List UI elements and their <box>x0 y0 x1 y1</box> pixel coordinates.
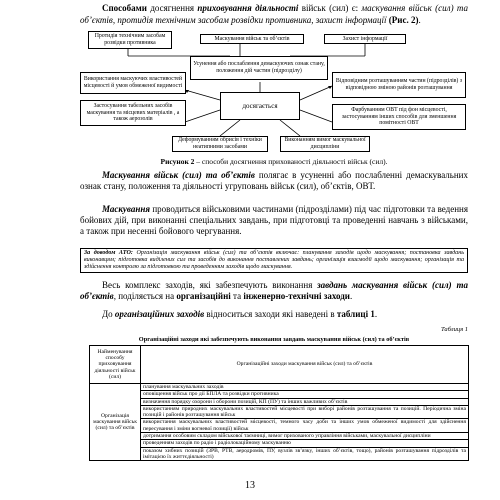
table-cell: використання маскувальних властивостей місцевості, темного часу доби та інших умов обмеженої видимості для здійснення пересування і зміни вогневої позиції) військ <box>141 419 469 433</box>
table-row <box>90 447 469 461</box>
table-row <box>90 391 469 398</box>
table-row <box>90 384 469 391</box>
note-text: Організація маскування військ (сил) та об’єктів включає: планування заходів щодо маскування; постановка завдань виконавцям; підготовка виділених сил та засобів до виконання поставлених завдань; організація взаємодії щодо маскування; організація та здійснення контролю за підготовкою та проведенням заходів щодо маскування. <box>84 250 464 270</box>
table-cell: дотримання особовим складом військової таємниці, вимог прихованого управління військами, маскувальної дисципліни <box>141 433 469 440</box>
table-row <box>90 433 469 440</box>
table-cell: використанням природних маскувальних властивостей місцевості при виборі районів розташування та позицій. Періодична зміна позицій і районів розташування військ <box>141 405 469 419</box>
box-reduce-signs: Усунення або послаблення демаскуючих ознак стану, положення дій частин (підрозділу) <box>190 56 328 80</box>
para3-emphasis: завдань маскування військ (сил) та об’єктів <box>80 280 468 302</box>
paragraph-camouflage-conduct <box>80 204 468 238</box>
box-terrain-properties: Використання маскуючих властивостей місцевості й умов обмеженої видимості <box>80 72 186 94</box>
page-number: 13 <box>245 480 255 491</box>
table-row <box>90 419 469 433</box>
intro-end: . <box>418 15 421 25</box>
header-measures: Організаційні заходи маскування військ (сил) та об’єктів <box>141 346 469 384</box>
figure-reference: (Рис. 2) <box>388 15 419 25</box>
table-cell: показом хибних позицій (ЗРВ, РТВ, аеродромів, ПУ, вузлів зв’язку, інших об’єктів, тощо), районів розташування підрозділів та імітацією їх життєдіяльності) <box>141 447 469 461</box>
org-measures-table <box>89 345 469 461</box>
para4-text2: відноситься заходи які наведені в <box>204 309 337 319</box>
table-cell: визначення порядку охорони і оборони позицій, КП (ПУ) та інших важливих об’єктів <box>141 398 469 405</box>
table-header-row <box>90 346 469 384</box>
box-countermeasures: Протидія технічним засобам розвідки противника <box>88 31 172 49</box>
box-relocation: Відповідним розташуванням частин (підрозділів) з відповідною зміною районів розташування <box>332 72 466 98</box>
intro-middle: досягнення <box>147 3 195 13</box>
box-center-achieved: досягається <box>220 92 300 120</box>
caption-text: – способи досягнення прихованості діяльності військ (сил). <box>194 157 388 166</box>
group-cell: Організація маскування військ (сил) та об’єктів <box>90 384 141 461</box>
para3-text3: та <box>230 291 244 302</box>
ato-note-box <box>80 248 468 273</box>
note-emphasis: За доводом АТО: <box>84 250 133 256</box>
table-row <box>90 398 469 405</box>
para3-text2: , поділяється на <box>113 291 177 302</box>
table-title: Організаційні заходи які забезпечують виконання завдань маскування військ (сил) та об’єктів <box>138 336 410 343</box>
para3-text4: . <box>349 291 353 302</box>
para1-text: полягає в усуненні або послабленні демаскувальних ознак стану, положення та діяльності угруповань військ (сил), об’єктів, ОВТ. <box>80 170 468 192</box>
caption-label: Рисунок 2 <box>160 157 195 166</box>
box-info-protection: Захист інформації <box>324 34 406 44</box>
para3-bold1: організаційні <box>176 291 231 302</box>
table-cell: оповіщення військ про дії БПЛА та розвідки противника <box>141 391 469 398</box>
para1-emphasis: Маскування військ (сил) та об’єктів <box>102 170 255 180</box>
intro-paragraph <box>80 2 468 26</box>
table-number: Таблиця 1 <box>441 326 468 333</box>
intro-rest: військ (сил) є: <box>298 3 359 13</box>
para3-text1: Весь комплекс заходів, які забезпечують виконання <box>102 280 318 290</box>
intro-emphasis: маскування військ (сил) та об’єктів, протидія технічним засобам розвідки противника, захист інформації <box>80 3 469 25</box>
table-row <box>90 440 469 447</box>
table-cell: проведенням заходів по радіо і радіолокаційному маскуванню <box>141 440 469 447</box>
paragraph-measures-complex <box>80 280 468 302</box>
box-standard-means: Застосування табельних засобів маскування та місцевих матеріалів , а також аерозолів <box>80 100 186 126</box>
table-cell: планування маскувальних заходів <box>141 384 469 391</box>
para4-bold: таблиці 1 <box>336 309 375 319</box>
para3-bold2: інженерно-технічні заходи <box>243 291 350 302</box>
paragraph-org-measures <box>80 309 468 320</box>
para2-text: проводиться військовими частинами (підрозділами) під час підготовки та ведення бойових дій, при виконанні спеціальних завдань, при підготовці та проведенні навчань з військами, а також при несенні бойового чергування. <box>80 204 468 237</box>
para4-text1: До <box>102 309 115 319</box>
para2-emphasis: Маскування <box>102 204 151 214</box>
box-painting: Фарбуванням ОВТ під фон місцевості, застосуванням інших способів для зменшення помітності ОВТ <box>332 104 466 130</box>
header-method: Найменування способу приховування діяльності військ (сил) <box>90 346 141 384</box>
box-deformation: Деформуванням обрисів і техніки неатипними засобами <box>172 136 268 152</box>
para4-text3: . <box>374 309 378 319</box>
table-row <box>90 405 469 419</box>
box-discipline: Виконанням вимог маскувальної дисципліни <box>280 136 370 152</box>
intro-lead: Способами <box>102 3 147 13</box>
paragraph-camouflage-definition <box>80 170 468 192</box>
intro-strong: приховування діяльності <box>197 3 299 13</box>
figure-caption <box>80 157 468 166</box>
para4-emphasis: організаційних заходів <box>114 309 205 319</box>
box-camouflage: Маскування військ та об’єктів <box>200 34 304 44</box>
